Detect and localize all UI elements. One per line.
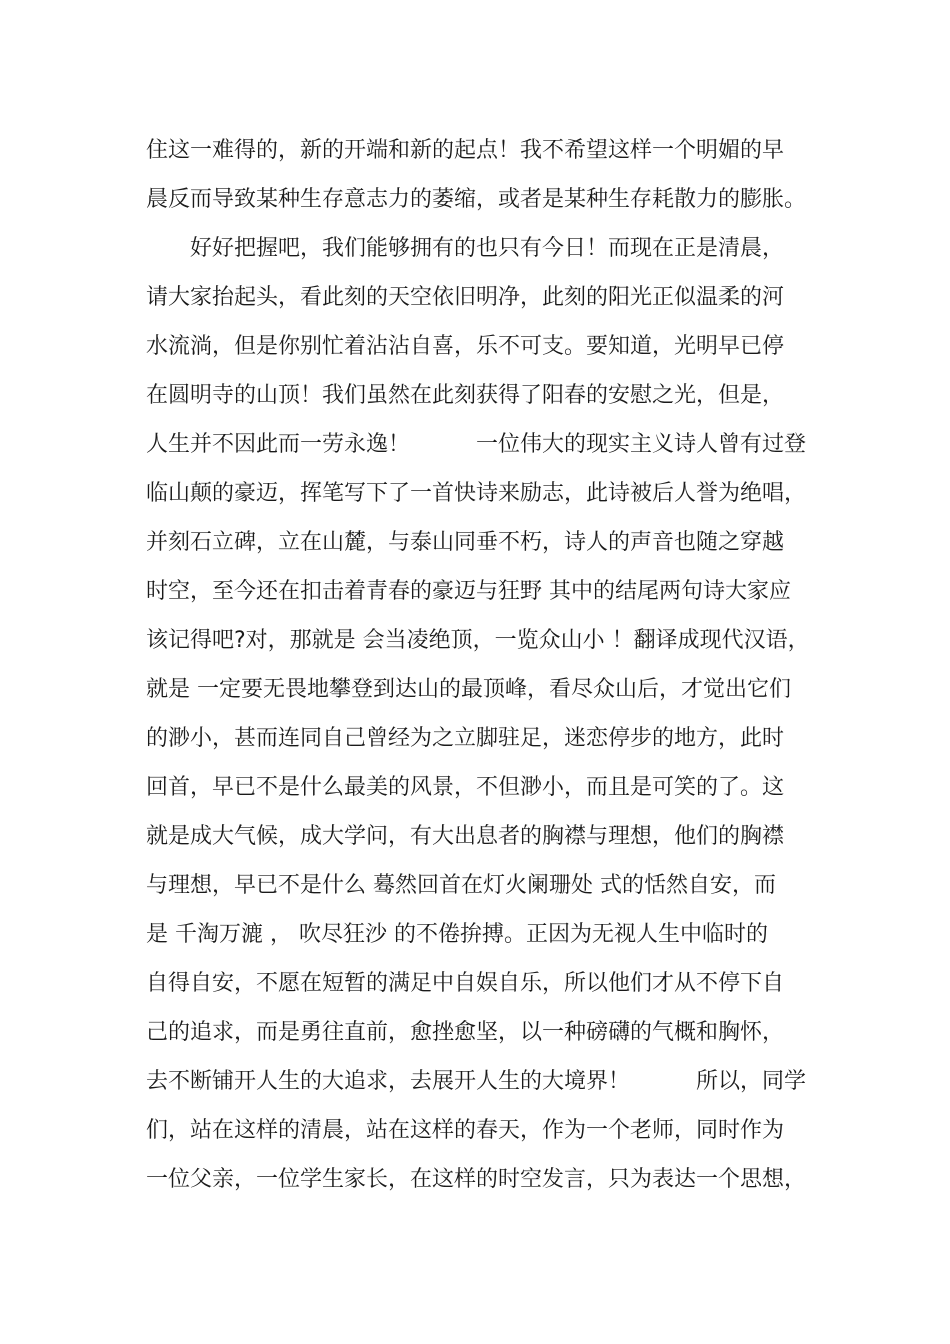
text-line: 回首，早已不是什么最美的风景，不但渺小，而且是可笑的了。这	[146, 775, 785, 800]
text-line: 临山颠的豪迈，挥笔写下了一首快诗来励志，此诗被后人誉为绝唱，	[146, 481, 807, 506]
text-line: 就是 一定要无畏地攀登到达山的最顶峰，看尽众山后，才觉出它们	[146, 677, 791, 702]
text-line: 的渺小，甚而连同自己曾经为之立脚驻足，迷恋停步的地方，此时	[146, 726, 785, 751]
text-line: 己的追求，而是勇往直前，愈挫愈坚，以一种磅礴的气概和胸怀，	[146, 1020, 785, 1045]
text-line: 住这一难得的，新的开端和新的起点！我不希望这样一个明媚的早	[146, 138, 785, 163]
text-line: 去不断铺开人生的大追求，去展开人生的大境界！ 所以，同学	[146, 1069, 807, 1094]
text-line: 好好把握吧，我们能够拥有的也只有今日！而现在正是清晨，	[146, 236, 785, 261]
text-line: 并刻石立碑，立在山麓，与泰山同垂不朽，诗人的声音也随之穿越	[146, 530, 785, 555]
text-line: 请大家抬起头，看此刻的天空依旧明净，此刻的阳光正似温柔的河	[146, 285, 785, 310]
text-line: 就是成大气候，成大学问，有大出息者的胸襟与理想，他们的胸襟	[146, 824, 785, 849]
text-line: 在圆明寺的山顶！我们虽然在此刻获得了阳春的安慰之光，但是，	[146, 383, 785, 408]
text-line: 与理想，早已不是什么 蓦然回首在灯火阑珊处 式的恬然自安，而	[146, 873, 776, 898]
text-line: 一位父亲，一位学生家长，在这样的时空发言，只为表达一个思想，	[146, 1167, 807, 1192]
text-line: 时空，至今还在扣击着青春的豪迈与狂野 其中的结尾两句诗大家应	[146, 579, 791, 604]
text-line: 们，站在这样的清晨，站在这样的春天，作为一个老师，同时作为	[146, 1118, 785, 1143]
text-line: 晨反而导致某种生存意志力的萎缩，或者是某种生存耗散力的膨胀。	[146, 187, 807, 212]
text-line: 水流淌，但是你别忙着沾沾自喜，乐不可支。要知道，光明早已停	[146, 334, 785, 359]
text-line: 是 千淘万漉 ， 吹尽狂沙 的不倦拚搏。正因为无视人生中临时的	[146, 922, 768, 947]
text-line: 该记得吧?对，那就是 会当凌绝顶，一览众山小 ！翻译成现代汉语，	[146, 628, 810, 653]
text-line: 自得自安，不愿在短暂的满足中自娱自乐，所以他们才从不停下自	[146, 971, 785, 996]
text-line: 人生并不因此而一劳永逸！ 一位伟大的现实主义诗人曾有过登	[146, 432, 807, 457]
